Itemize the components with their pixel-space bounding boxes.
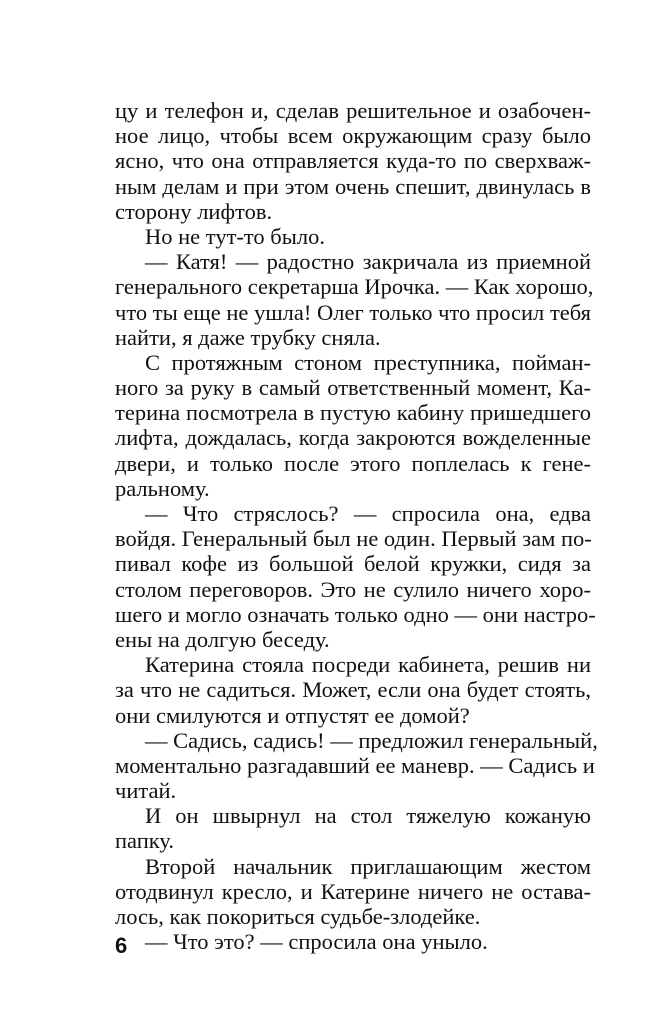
text-line: терина посмотрела в пустую кабину пришедшего: [115, 400, 591, 426]
text-line: ральному.: [115, 475, 210, 501]
text-line: С протяжным стоном преступника, пойман-: [145, 349, 591, 375]
text-line: ены на долгую беседу.: [115, 626, 330, 652]
page-text: [115, 98, 598, 955]
text-line: они смилуются и отпустят ее домой?: [115, 702, 470, 728]
text-line: найти, я даже трубку сняла.: [115, 324, 381, 350]
page-number: 6: [115, 933, 128, 958]
text-line: Но не тут-то было.: [145, 223, 325, 249]
text-line: столом переговоров. Это не сулило ничего хоро-: [115, 576, 591, 602]
text-line: что ты еще не ушла! Олег только что просил тебя: [115, 299, 591, 325]
text-line: И он швырнул на стол тяжелую кожаную: [145, 803, 591, 829]
text-line: генерального секретарша Ирочка. — Как хорошо,: [115, 274, 594, 300]
text-line: за что не садиться. Может, если она будет стоять,: [115, 677, 591, 703]
text-line: читай.: [115, 778, 177, 804]
text-line: Катерина стояла посреди кабинета, решив ни: [145, 652, 591, 678]
text-line: сторону лифтов.: [115, 198, 273, 224]
text-line: ясно, что она отправляется куда-то по сверхваж-: [115, 148, 591, 174]
text-line: двери, и только после этого поплелась к гене-: [115, 450, 591, 476]
text-line: — Садись, садись! — предложил генеральный,: [145, 727, 598, 753]
text-line: папку.: [115, 828, 175, 854]
text-line: цу и телефон и, сделав решительное и озабочен-: [115, 98, 591, 123]
text-line: лифта, дождалась, когда закроются вожделенные: [115, 425, 591, 451]
text-line: шего и могло означать только одно — они настро-: [115, 601, 596, 627]
text-line: Второй начальник приглашающим жестом: [145, 853, 591, 879]
text-line: — Катя! — радостно закричала из приемной: [145, 249, 591, 275]
text-line: — Что это? — спросила она уныло.: [145, 929, 488, 955]
text-line: лось, как покориться судьбе-злодейке.: [115, 904, 481, 929]
text-line: войдя. Генеральный был не один. Первый зам по-: [115, 526, 592, 552]
text-line: ным делам и при этом очень спешит, двинулась в: [115, 173, 591, 199]
text-line: моментально разгадавший ее маневр. — Садись и: [115, 752, 595, 778]
text-line: отодвинул кресло, и Катерине ничего не остава-: [115, 878, 591, 904]
text-line: ного за руку в самый ответственный момент, Ка-: [115, 375, 591, 401]
text-line: — Что стряслось? — спросила она, едва: [145, 501, 591, 526]
text-line: пивал кофе из большой белой кружки, сидя за: [115, 551, 591, 577]
text-line: ное лицо, чтобы всем окружающим сразу было: [115, 123, 591, 149]
